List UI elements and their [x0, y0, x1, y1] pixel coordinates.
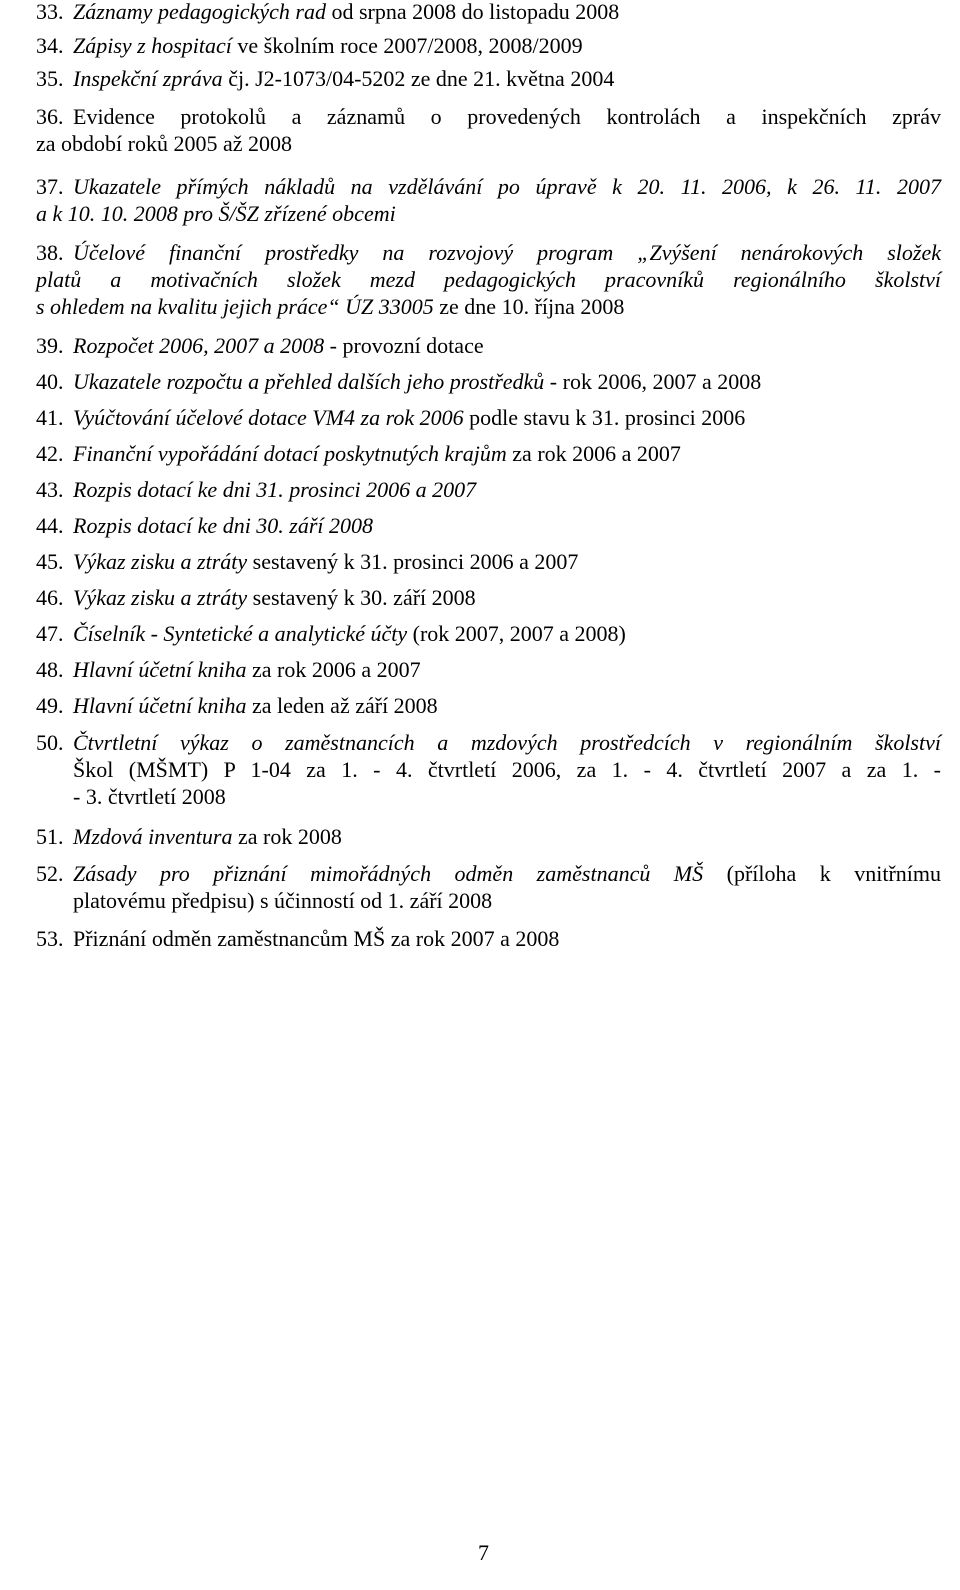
item-title: Hlavní účetní kniha — [73, 693, 247, 718]
item-number: 44. — [36, 513, 64, 538]
list-item-51 — [36, 823, 941, 850]
item-title: Záznamy pedagogických rad — [73, 0, 326, 24]
item-number: 51. — [36, 824, 64, 849]
list-item-49 — [36, 692, 941, 719]
item-title: Výkaz zisku a ztráty — [73, 585, 248, 610]
page-number: 7 — [478, 1540, 489, 1565]
item-text-line-3: - 3. čtvrtletí 2008 — [73, 784, 226, 809]
item-text: za rok 2006 a 2007 — [246, 657, 421, 682]
item-text: Přiznání odměn zaměstnancům MŠ za rok 2007 a 2008 — [73, 926, 560, 951]
item-number: 38. — [36, 240, 64, 265]
item-number: 42. — [36, 441, 64, 466]
item-text: (příloha k vnitřnímu — [703, 861, 941, 886]
item-number: 36. — [36, 104, 64, 129]
list-item-42 — [36, 440, 941, 467]
item-title-line-1: Účelové finanční prostředky na rozvojový program „Zvýšení nenárokových složek — [73, 240, 941, 265]
item-number: 41. — [36, 405, 64, 430]
list-item-34 — [36, 32, 941, 59]
item-title-line-2: platů a motivačních složek mezd pedagogických pracovníků regionálního školství — [36, 267, 941, 292]
item-title: Číselník - Syntetické a analytické účty — [73, 621, 408, 646]
item-title: Mzdová inventura — [73, 824, 233, 849]
item-title: Hlavní účetní kniha — [73, 657, 247, 682]
list-item-41 — [36, 404, 941, 431]
item-text: ze dne 10. října 2008 — [433, 294, 625, 319]
list-item-40 — [36, 368, 941, 395]
item-title: Zápisy z hospitací — [73, 33, 232, 58]
list-item-50 — [36, 729, 941, 810]
list-item-37 — [36, 173, 941, 227]
item-text: - rok 2006, 2007 a 2008 — [544, 369, 762, 394]
item-number: 40. — [36, 369, 64, 394]
item-title-line-1: Ukazatele přímých nákladů na vzdělávání po úpravě k 20. 11. 2006, k 26. 11. 2007 — [73, 174, 941, 199]
item-number: 46. — [36, 585, 64, 610]
item-text: za rok 2006 a 2007 — [506, 441, 681, 466]
item-title: Inspekční zpráva — [73, 66, 223, 91]
item-title: Finanční vypořádání dotací poskytnutých krajům — [73, 441, 507, 466]
list-item-43 — [36, 476, 941, 503]
item-number: 52. — [36, 861, 64, 886]
item-title: Zásady pro přiznání mimořádných odměn zaměstnanců MŠ — [73, 861, 704, 886]
item-title: Vyúčtování účelové dotace VM4 za rok 2006 — [73, 405, 464, 430]
item-number: 43. — [36, 477, 64, 502]
item-number: 49. — [36, 693, 64, 718]
list-item-36 — [36, 103, 941, 157]
item-title: Ukazatele rozpočtu a přehled dalších jeho prostředků — [73, 369, 545, 394]
item-text: sestavený k 31. prosinci 2006 a 2007 — [247, 549, 579, 574]
item-number: 45. — [36, 549, 64, 574]
item-text-line-1: Evidence protokolů a záznamů o provedených kontrolách a inspekčních zpráv — [73, 104, 941, 129]
item-text: sestavený k 30. září 2008 — [247, 585, 476, 610]
item-number: 50. — [36, 730, 64, 755]
item-number: 53. — [36, 926, 64, 951]
item-text-line-2: Škol (MŠMT) P 1-04 za 1. - 4. čtvrtletí 2006, za 1. - 4. čtvrtletí 2007 a za 1. - — [73, 757, 941, 782]
list-item-45 — [36, 548, 941, 575]
item-number: 48. — [36, 657, 64, 682]
item-title: Rozpis dotací ke dni 30. září 2008 — [73, 513, 374, 538]
item-text: čj. J2-1073/04-5202 ze dne 21. května 2004 — [222, 66, 615, 91]
list-item-33 — [36, 0, 941, 25]
list-item-47 — [36, 620, 941, 647]
item-title: Rozpis dotací ke dni 31. prosinci 2006 a 2007 — [73, 477, 477, 502]
item-number: 34. — [36, 33, 64, 58]
item-text: od srpna 2008 do listopadu 2008 — [325, 0, 620, 24]
item-title-line-1: Čtvrtletní výkaz o zaměstnancích a mzdových prostředcích v regionálním školství — [73, 730, 941, 755]
item-text: za leden až září 2008 — [246, 693, 438, 718]
item-number: 37. — [36, 174, 64, 199]
item-title-line-3: s ohledem na kvalitu jejich práce“ ÚZ 33005 — [36, 294, 434, 319]
item-title: Výkaz zisku a ztráty — [73, 549, 248, 574]
item-text: podle stavu k 31. prosinci 2006 — [463, 405, 746, 430]
list-item-39 — [36, 332, 941, 359]
item-text-line-2: za období roků 2005 až 2008 — [36, 131, 292, 156]
item-title-line-2: a k 10. 10. 2008 pro Š/ŠZ zřízené obcemi — [36, 201, 396, 226]
list-item-48 — [36, 656, 941, 683]
item-text: - provozní dotace — [324, 333, 484, 358]
item-number: 39. — [36, 333, 64, 358]
item-title: Rozpočet 2006, 2007 a 2008 — [73, 333, 325, 358]
list-item-35 — [36, 65, 941, 92]
item-text: ve školním roce 2007/2008, 2008/2009 — [231, 33, 583, 58]
list-item-52 — [36, 860, 941, 914]
list-item-44 — [36, 512, 941, 539]
list-item-53 — [36, 925, 941, 952]
list-item-46 — [36, 584, 941, 611]
item-number: 33. — [36, 0, 64, 24]
item-text-line-2: platovému předpisu) s účinností od 1. září 2008 — [73, 888, 493, 913]
item-text: za rok 2008 — [232, 824, 342, 849]
item-number: 47. — [36, 621, 64, 646]
item-text: (rok 2007, 2007 a 2008) — [407, 621, 626, 646]
item-number: 35. — [36, 66, 64, 91]
list-item-38 — [36, 239, 941, 320]
